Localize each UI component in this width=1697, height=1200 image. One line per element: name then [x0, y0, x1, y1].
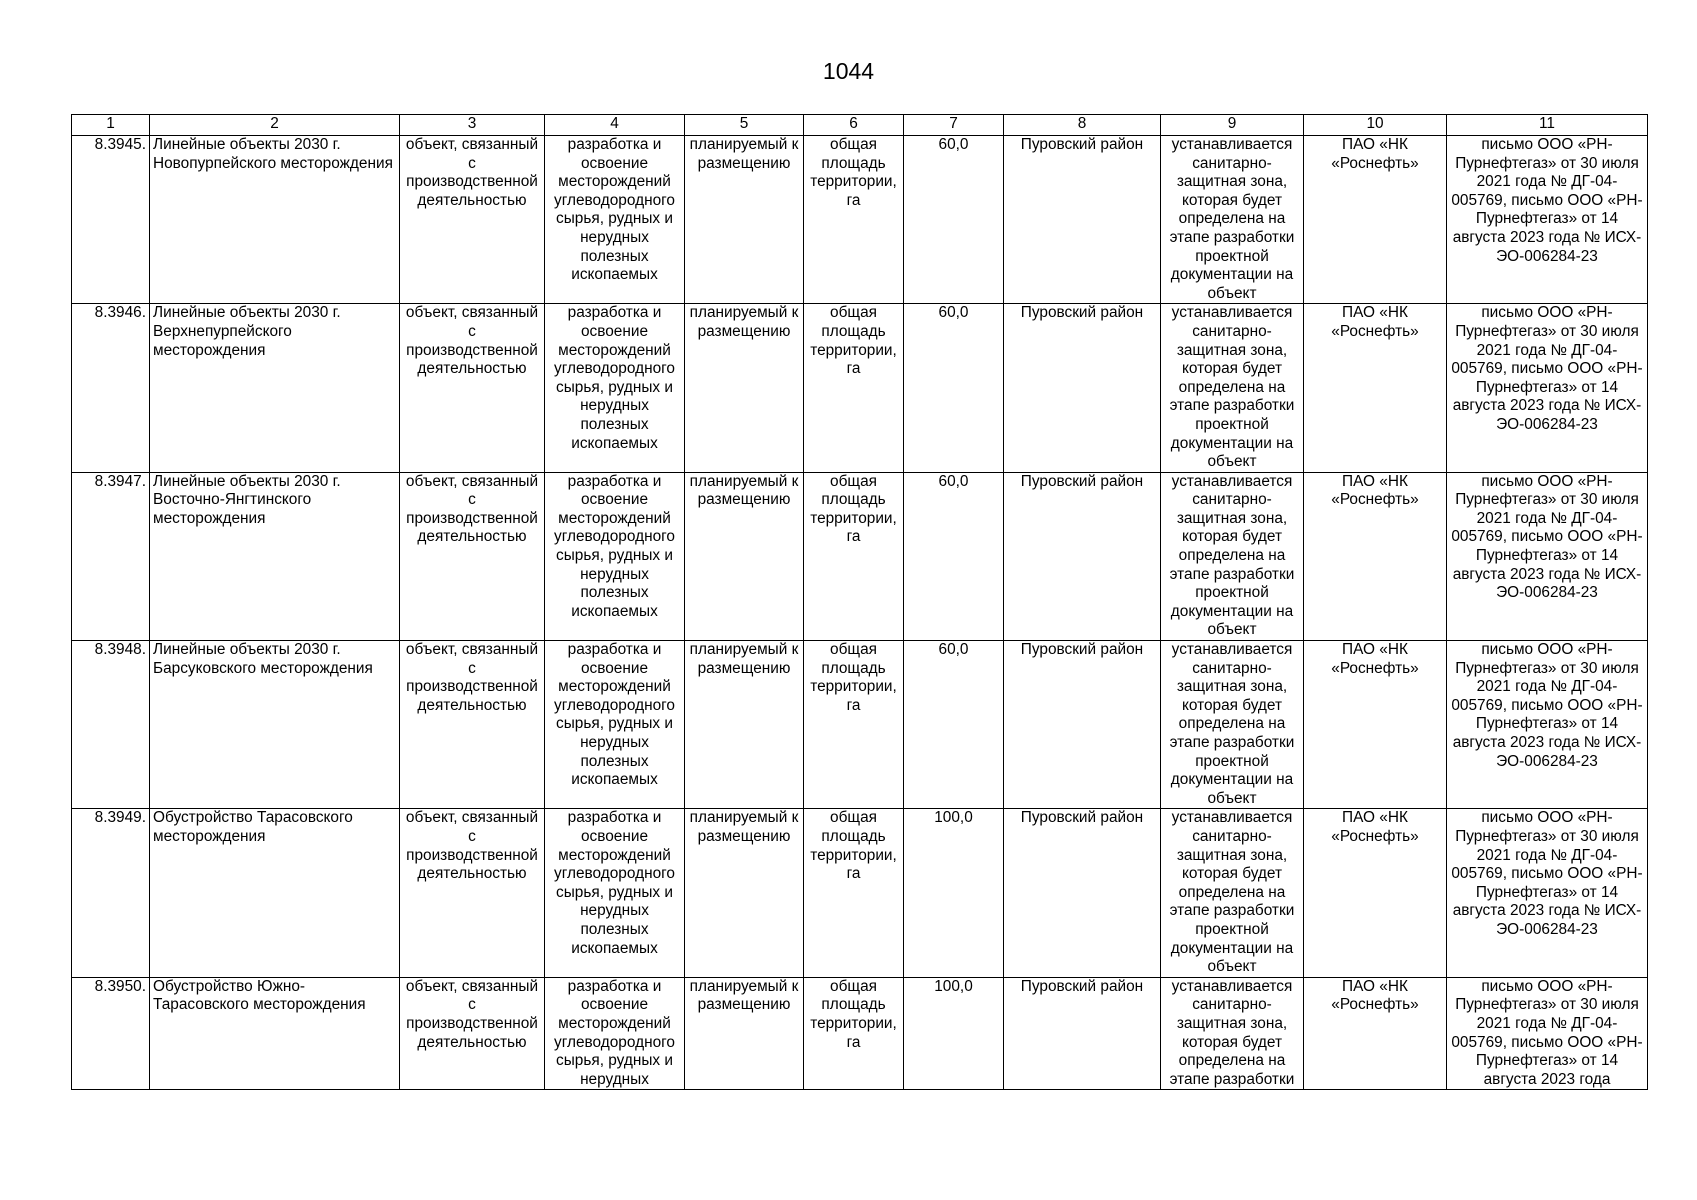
object-name: Линейные объекты 2030 г. Барсуковского месторождения: [150, 641, 400, 809]
basis-document: письмо ООО «РН-Пурнефтегаз» от 30 июля 2021 года № ДГ-04-005769, письмо ООО «РН-Пурнефтегаз» от 14 августа 2023 года № ИСХ-ЭО-006284-23: [1447, 304, 1648, 472]
protection-zone: устанавливается санитарно-защитная зона, которая будет определена на этапе разработки проектной документации на объект: [1161, 809, 1304, 977]
column-header: 2: [150, 115, 400, 136]
object-status: планируемый к размещению: [685, 809, 804, 977]
object-characteristic: общая площадь территории, га: [804, 809, 904, 977]
column-header: 1: [72, 115, 150, 136]
table-row: [72, 472, 1648, 640]
object-location: Пуровский район: [1004, 472, 1161, 640]
object-type: объект, связанный с производственной деятельностью: [400, 304, 545, 472]
basis-document: письмо ООО «РН-Пурнефтегаз» от 30 июля 2021 года № ДГ-04-005769, письмо ООО «РН-Пурнефтегаз» от 14 августа 2023 года № ИСХ-ЭО-006284-23: [1447, 641, 1648, 809]
basis-document: письмо ООО «РН-Пурнефтегаз» от 30 июля 2021 года № ДГ-04-005769, письмо ООО «РН-Пурнефтегаз» от 14 августа 2023 года № ИСХ-ЭО-006284-23: [1447, 136, 1648, 304]
table-row: [72, 304, 1648, 472]
object-owner: ПАО «НК «Роснефть»: [1304, 809, 1447, 977]
object-purpose: разработка и освоение месторождений углеводородного сырья, рудных и нерудных полезных ископаемых: [545, 472, 685, 640]
object-status: планируемый к размещению: [685, 136, 804, 304]
register-table: [71, 114, 1648, 1090]
characteristic-value: 100,0: [904, 977, 1004, 1090]
characteristic-value: 60,0: [904, 304, 1004, 472]
object-owner: ПАО «НК «Роснефть»: [1304, 472, 1447, 640]
row-number: 8.3947.: [72, 472, 150, 640]
object-owner: ПАО «НК «Роснефть»: [1304, 136, 1447, 304]
basis-document: письмо ООО «РН-Пурнефтегаз» от 30 июля 2021 года № ДГ-04-005769, письмо ООО «РН-Пурнефтегаз» от 14 августа 2023 года: [1447, 977, 1648, 1090]
characteristic-value: 60,0: [904, 641, 1004, 809]
table-row: [72, 136, 1648, 304]
row-number: 8.3949.: [72, 809, 150, 977]
column-header: 4: [545, 115, 685, 136]
object-type: объект, связанный с производственной деятельностью: [400, 641, 545, 809]
object-type: объект, связанный с производственной деятельностью: [400, 472, 545, 640]
column-header: 3: [400, 115, 545, 136]
object-owner: ПАО «НК «Роснефть»: [1304, 641, 1447, 809]
protection-zone: устанавливается санитарно-защитная зона, которая будет определена на этапе разработки проектной документации на объект: [1161, 641, 1304, 809]
protection-zone: устанавливается санитарно-защитная зона, которая будет определена на этапе разработки проектной документации на объект: [1161, 136, 1304, 304]
header-row: [72, 115, 1648, 136]
object-name: Линейные объекты 2030 г. Верхнепурпейского месторождения: [150, 304, 400, 472]
object-owner: ПАО «НК «Роснефть»: [1304, 977, 1447, 1090]
object-status: планируемый к размещению: [685, 472, 804, 640]
object-location: Пуровский район: [1004, 809, 1161, 977]
object-owner: ПАО «НК «Роснефть»: [1304, 304, 1447, 472]
object-status: планируемый к размещению: [685, 304, 804, 472]
object-purpose: разработка и освоение месторождений углеводородного сырья, рудных и нерудных: [545, 977, 685, 1090]
object-characteristic: общая площадь территории, га: [804, 472, 904, 640]
protection-zone: устанавливается санитарно-защитная зона, которая будет определена на этапе разработки проектной документации на объект: [1161, 472, 1304, 640]
characteristic-value: 100,0: [904, 809, 1004, 977]
protection-zone: устанавливается санитарно-защитная зона, которая будет определена на этапе разработки проектной документации на объект: [1161, 304, 1304, 472]
object-type: объект, связанный с производственной деятельностью: [400, 809, 545, 977]
row-number: 8.3945.: [72, 136, 150, 304]
object-name: Обустройство Южно-Тарасовского месторождения: [150, 977, 400, 1090]
object-name: Обустройство Тарасовского месторождения: [150, 809, 400, 977]
row-number: 8.3948.: [72, 641, 150, 809]
column-header: 9: [1161, 115, 1304, 136]
characteristic-value: 60,0: [904, 472, 1004, 640]
object-status: планируемый к размещению: [685, 977, 804, 1090]
basis-document: письмо ООО «РН-Пурнефтегаз» от 30 июля 2021 года № ДГ-04-005769, письмо ООО «РН-Пурнефтегаз» от 14 августа 2023 года № ИСХ-ЭО-006284-23: [1447, 472, 1648, 640]
object-location: Пуровский район: [1004, 641, 1161, 809]
object-purpose: разработка и освоение месторождений углеводородного сырья, рудных и нерудных полезных ископаемых: [545, 641, 685, 809]
page-number: 1044: [822, 58, 875, 84]
table-row: [72, 809, 1648, 977]
object-characteristic: общая площадь территории, га: [804, 304, 904, 472]
object-location: Пуровский район: [1004, 136, 1161, 304]
column-header: 8: [1004, 115, 1161, 136]
row-number: 8.3950.: [72, 977, 150, 1090]
column-header: 6: [804, 115, 904, 136]
column-header: 10: [1304, 115, 1447, 136]
object-purpose: разработка и освоение месторождений углеводородного сырья, рудных и нерудных полезных ископаемых: [545, 136, 685, 304]
column-header: 5: [685, 115, 804, 136]
column-header: 7: [904, 115, 1004, 136]
protection-zone: устанавливается санитарно-защитная зона, которая будет определена на этапе разработки: [1161, 977, 1304, 1090]
column-header: 11: [1447, 115, 1648, 136]
object-characteristic: общая площадь территории, га: [804, 136, 904, 304]
object-location: Пуровский район: [1004, 977, 1161, 1090]
object-characteristic: общая площадь территории, га: [804, 641, 904, 809]
object-type: объект, связанный с производственной деятельностью: [400, 977, 545, 1090]
object-location: Пуровский район: [1004, 304, 1161, 472]
object-purpose: разработка и освоение месторождений углеводородного сырья, рудных и нерудных полезных ископаемых: [545, 809, 685, 977]
object-type: объект, связанный с производственной деятельностью: [400, 136, 545, 304]
object-name: Линейные объекты 2030 г. Восточно-Янгтинского месторождения: [150, 472, 400, 640]
object-status: планируемый к размещению: [685, 641, 804, 809]
object-characteristic: общая площадь территории, га: [804, 977, 904, 1090]
characteristic-value: 60,0: [904, 136, 1004, 304]
basis-document: письмо ООО «РН-Пурнефтегаз» от 30 июля 2021 года № ДГ-04-005769, письмо ООО «РН-Пурнефтегаз» от 14 августа 2023 года № ИСХ-ЭО-006284-23: [1447, 809, 1648, 977]
table-row: [72, 977, 1648, 1090]
table-row: [72, 641, 1648, 809]
object-purpose: разработка и освоение месторождений углеводородного сырья, рудных и нерудных полезных ископаемых: [545, 304, 685, 472]
row-number: 8.3946.: [72, 304, 150, 472]
object-name: Линейные объекты 2030 г. Новопурпейского месторождения: [150, 136, 400, 304]
